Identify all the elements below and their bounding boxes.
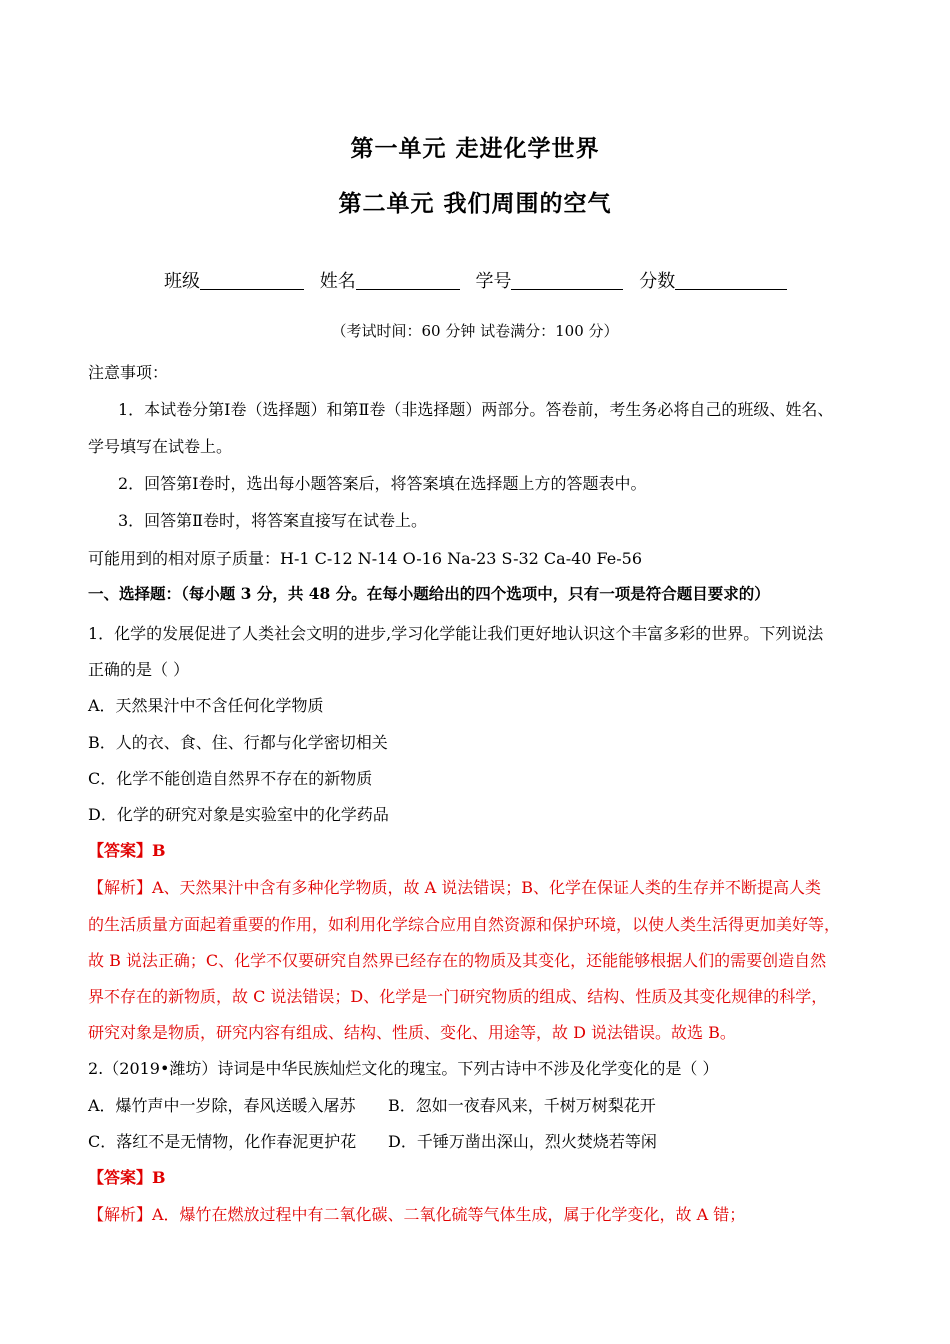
class-label: 班级 [164,271,200,292]
q1-option-c: C．化学不能创造自然界不存在的新物质 [88,769,373,788]
q1-analysis-line1: 【解析】A、天然果汁中含有多种化学物质，故 A 说法错误；B、化学在保证人类的生存并不断提高人类 [88,878,822,897]
q1-analysis-line3: 故 B 说法正确；C、化学不仅要研究自然界已经存在的物质及其变化，还能能够根据人们的需要创造自然 [88,951,827,970]
notice-item3: 3．回答第Ⅱ卷时，将答案直接写在试卷上。 [118,511,428,530]
q2-option-c: C．落红不是无情物，化作春泥更护花 [88,1132,357,1151]
notice-item1-line2: 学号填写在试卷上。 [88,437,233,456]
q1-stem-line2: 正确的是（ ） [88,660,190,679]
q1-option-b: B．人的衣、食、住、行都与化学密切相关 [88,733,388,752]
student-id-label: 学号 [475,271,512,292]
q1-option-d: D．化学的研究对象是实验室中的化学药品 [88,805,389,824]
notice-heading: 注意事项： [88,363,169,382]
name-label: 姓名 [319,271,356,292]
q2-option-b: B．忽如一夜春风来，千树万树梨花开 [388,1096,656,1115]
q1-analysis-line5: 研究对象是物质，研究内容有组成、结构、性质、变化、用途等，故 D 说法错误。故选 B。 [88,1023,736,1042]
title-unit2: 第二单元 我们周围的空气 [338,191,612,217]
student-info-row [164,267,797,293]
q2-analysis-line1: 【解析】A．爆竹在燃放过程中有二氧化碳、二氧化硫等气体生成，属于化学变化，故 A 错； [88,1205,746,1224]
class-blank[interactable] [200,271,304,290]
q1-option-a: A．天然果汁中不含任何化学物质 [88,696,324,715]
name-blank[interactable] [356,271,460,290]
atomic-masses: 可能用到的相对原子质量：H-1 C-12 N-14 O-16 Na-23 S-32 Ca-40 Fe-56 [88,549,643,568]
q2-option-a: A．爆竹声中一岁除，春风送暖入屠苏 [88,1096,356,1115]
title-unit1: 第一单元 走进化学世界 [350,136,600,162]
q1-stem-line1: 1．化学的发展促进了人类社会文明的进步,学习化学能让我们更好地认识这个丰富多彩的世界。下列说法 [88,624,824,643]
q1-analysis-line2: 的生活质量方面起着重要的作用，如利用化学综合应用自然资源和保护环境，以使人类生活得更加美好等， [88,915,841,934]
section1-heading: 一、选择题：（每小题 3 分，共 48 分。在每小题给出的四个选项中，只有一项是符合题目要求的） [88,584,770,603]
q1-analysis-line4: 界不存在的新物质，故 C 说法错误；D、化学是一门研究物质的组成、结构、性质及其变化规律的科学， [88,987,828,1006]
q2-answer: 【答案】B [88,1168,166,1187]
q1-answer: 【答案】B [88,841,166,860]
score-blank[interactable] [675,271,787,290]
notice-item2: 2．回答第Ⅰ卷时，选出每小题答案后，将答案填在选择题上方的答题表中。 [118,474,647,493]
exam-info: （考试时间：60 分钟 试卷满分：100 分） [331,322,619,340]
student-id-blank[interactable] [511,271,623,290]
score-label: 分数 [639,271,676,292]
q2-option-d: D．千锤万凿出深山，烈火焚烧若等闲 [388,1132,657,1151]
notice-item1-line1: 1．本试卷分第Ⅰ卷（选择题）和第Ⅱ卷（非选择题）两部分。答卷前，考生务必将自己的班级、姓名、 [118,400,834,419]
q2-stem: 2.（2019•潍坊）诗词是中华民族灿烂文化的瑰宝。下列古诗中不涉及化学变化的是（ ） [88,1059,719,1078]
